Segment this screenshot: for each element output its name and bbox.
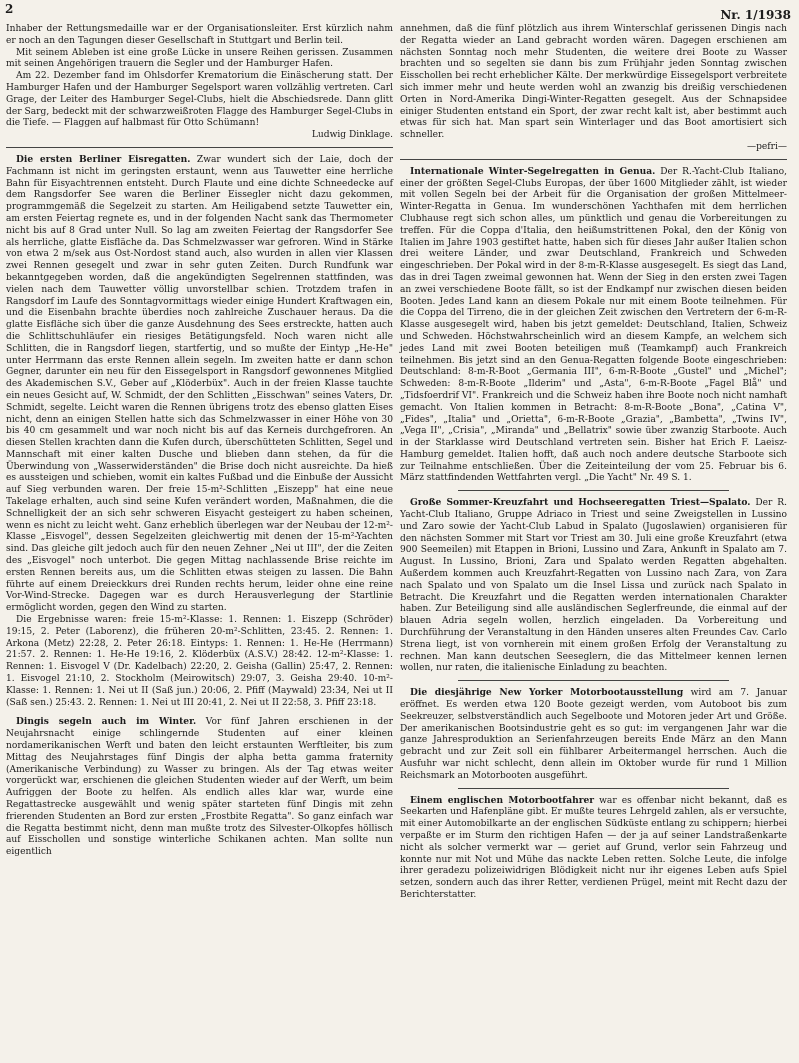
article-text: Zwar wundert sich der Laie, doch der Fachmann ist nicht im geringsten erstaunt, wenn aus Tauwetter eine herrliche Bahn für Eisyachtrennen entsteht. Durch Flaute und eine dichte Schneedecke auf dem Rangsdorfer See waren die Berliner Eissegler nicht dazu gekommen, programmgemäß die Segelzeit zu starten. Am Heiligabend setzte Tauwetter ein, am ersten Feiertag regnete es, und in der folgenden Nacht sank das Thermometer nicht bis auf 8 Grad unter Null. So lag am zweiten Feiertag der Rangsdorfer See als herrliche, glatte Eisfläche da. Das Schmelzwasser war gefroren. Wind in Stärke von etwa 2 m/sek aus Ost-Nordost stand auch, also wurden in allen vier Klassen zwei Rennen gesegelt und zwar in sehr guten Zeiten. Durch Rundfunk war bekanntgegeben worden, daß die angekündigten Segelrennen stattfinden, was vielen nach dem Tauwetter völlig unvorstellbar schien. Trotzdem trafen in Rangsdorf im Laufe des Sonntagvormittags wieder einige Hundert Kraftwagen ein, und die Eisenbahn brachte überdies noch zahlreiche Zuschauer heraus. Da die glatte Eisfläche sich über die ganze Ausdehnung des Sees erstreckte, hatten auch die Schlittschuhläufer ein riesiges Betätigungsfeld. Noch waren nicht alle Schlitten, die in Rangsdorf liegen, startfertig, und so mußte der Eintyp „He-He" unter Herrmann das erste Rennen allein segeln. Im zweiten hatte er dann schon Gegner, darunter ein neu für den Eissegelsport in Rangsdorf gewonnenes Mitglied des Akademischen S.V., Geber auf „Klöderbüx". Auch in der freien Klasse tauchte ein neues Gesicht auf, W. Schmidt, der den Schlitten „Eisschwan" seines Vaters, Dr. Schmidt, segelte. Leicht waren die Rennen übrigens trotz des ebenso glatten Eises nicht, denn an einigen Stellen hatte sich das Schmelzwasser in einer Höhe von 30 bis 40 cm gesammelt und war noch nicht bis auf das Kerneis durchgefroren. An diesen Stellen krachten dann die Kufen durch, überschütteten Schlitten, Segel und Mannschaft mit einer kalten Dusche und blieben dann stehen, da für die Überwindung von „Wasserwiderständen" die Brise doch nicht ausreichte. Da hieß es aussteigen und schieben, womit ein kaltes Fußbad und die Einbuße der Aussicht auf Sieg verbunden waren. Der freie 15-m²-Schlitten „Eiszepp" hat eine neue Takelage erhalten, auch sind seine Kufen verändert worden, Maßnahmen, die die Schnelligkeit der an sich sehr schweren Eisyacht gesteigert zu haben scheinen, wenn es nicht zu leicht weht. Ganz erheblich überlegen war der Neubau der 12-m²-Klasse „Eisvogel", dessen Segelzeiten gleichwertig mit denen der 15-m²-Yachten sind. Das gleiche gilt jedoch auch für den neuen Zehner „Nei ut III", der die Zeiten des „Eisvogel" noch unterbot. Die gegen Mittag nachlassende Brise reichte im ersten Rennen bereits aus, um die Schlitten etwas steigen zu lassen. Die Bahn führte auf einem Dreieckkurs drei Runden rechts herum, leider ohne eine reine Vor-Wind-Strecke. Dagegen war es durch Herausverlegung der Startlinie ermöglicht worden, gegen den Wind zu starten.	[6, 154, 393, 614]
section-divider	[400, 159, 787, 160]
article-paragraph	[400, 687, 787, 782]
article-text: Die Ergebnisse waren: freie 15-m²-Klasse: 1. Rennen: 1. Eiszepp (Schröder) 19:15, 2. Peter (Laborenz), die früheren 20-m²-Schlitten, 23:45. 2. Rennen: 1. Arkona (Metz) 22:28, 2. Peter 26:18. Eintyps: 1. Rennen: 1. He-He (Herrmann) 21:57. 2. Rennen: 1. He-He 19:16, 2. Klöderbüx (A.S.V.) 28:42. 12-m²-Klasse: 1. Rennen: 1. Eisvogel V (Dr. Kadelbach) 22:20, 2. Geisha (Gallin) 25:47, 2. Rennen: 1. Eisvogel 21:10, 2. Stockholm (Meirowitsch) 29:07, 3. Geisha 29:40. 10-m²-Klasse: 1. Rennen: 1. Nei ut II (Saß jun.) 20:06, 2. Pfiff (Maywald) 23:34, Nei ut II (Saß sen.) 25:43. 2. Rennen: 1. Nei ut III 20:41, 2. Nei ut II 22:58, 3. Pfiff 23:18.	[6, 615, 393, 708]
right-column	[400, 24, 787, 902]
left-column	[6, 24, 393, 859]
article-heading: Große Sommer-Kreuzfahrt und Hochseeregatten Triest—Spalato.	[410, 497, 751, 509]
article-heading: Dingis segeln auch im Winter.	[16, 716, 197, 728]
article-paragraph	[6, 716, 393, 859]
article-text: annehmen, daß die fünf plötzlich aus ihrem Winterschlaf gerissenen Dingis nach der Regatta wieder an Land gebracht worden wären. Dagegen erschienen am nächsten Sonntag noch mehr Studenten, die weitere drei Boote zu Wasser brachten und so segelten sie dann bis zum Frühjahr jeden Sonntag zwischen Eisschollen bei recht erheblicher Kälte. Der merkwürdige Eissegelsport verbreitete sich immer mehr und heute werden wohl an zwanzig bis dreißig verschiedenen Orten in Nord-Amerika Dingi-Winter-Regatten gesegelt. Aus der Schnapsidee einiger Studenten entstand ein Sport, der zwar recht kalt ist, aber bestimmt auch etwas für sich hat. Man spart sein Winterlager und das Boot amortisiert sich schneller.	[400, 24, 787, 141]
article-paragraph	[400, 24, 787, 142]
article-text: war es offenbar nicht bekannt, daß es Seekarten und Hafenpläne gibt. Er mußte teures Lehrgeld zahlen, als er versuchte, mit einer Automobilkarte an der englischen Südküste entlang zu schippern; hierbei verpaßte er im Sturm den richtigen Hafen — der ja auf seiner Landstraßenkarte nicht als solcher vermerkt war — geriet auf Grund, verlor sein Fahrzeug und konnte nur mit Not und Mühe das nackte Leben retten. Solche Leute, die infolge ihrer geradezu polizeiwidrigen Blödigkeit nicht nur ihr eigenes Leben aufs Spiel setzen, sondern auch das ihrer Retter, verdienen Prügel, meint mit Recht dazu der Berichterstatter.	[400, 795, 787, 900]
author-signature: Ludwig Dinklage.	[311, 130, 393, 141]
article-paragraph	[400, 166, 787, 486]
article-paragraph	[6, 154, 393, 615]
article-heading: Einem englischen Motorbootfahrer	[410, 794, 595, 806]
article-text: Mit seinem Ableben ist eine große Lücke in unsere Reihen gerissen. Zusammen mit seinen Angehörigen trauern die Segler und der Hamburger Hafen.	[6, 47, 393, 70]
article-text: Inhaber der Rettungsmedaille war er der Organisationsleiter. Erst kürzlich nahm er noch an den Tagungen dieser Gesellschaft in Stuttgart und Berlin teil.	[6, 24, 393, 46]
author-signature: —pefri—	[746, 141, 787, 152]
article-paragraph	[6, 71, 393, 130]
article-paragraph	[6, 615, 393, 709]
article-text: Der R.-Yacht-Club Italiano, einer der größten Segel-Clubs Europas, der über 1600 Mitglieder zählt, ist wieder mit vollen Segeln bei der Arbeit für die Organisation der großen Mittelmeer-Winter-Regatta in Genua. Im wunderschönen Yachthafen mit dem herrlichen Clubhause regt sich schon alles, um pünktlich und genau die Vorbereitungen zu treffen. Für die Coppa d'Italia, den heißumstrittenen Pokal, den der König von Italien im Jahre 1903 gestiftet hatte, haben sich für dieses Jahr außer Italien schon drei weitere Länder, und zwar Deutschland, Frankreich und Schweden eingeschrieben. Der Pokal wird in der 8-m-R-Klasse ausgesegelt. Es siegt das Land, das in drei Tagen zweimal gewonnen hat. Wenn der Sieg in den ersten zwei Tagen an zwei verschiedene Boote fällt, so ist der Endkampf nur zwischen diesen beiden Booten. Jedes Land kann an diesem Pokale nur mit einem Boote teilnehmen. Für die Coppa del Tirreno, die in der gleichen Zeit zwischen den Vertretern der 6-m-R-Klasse ausgesegelt wird, haben bis jetzt gemeldet: Deutschland, Italien, Schweiz und Schweden. Höchstwahrscheinlich wird an diesem Kampfe, an welchem sich jedes Land mit zwei Booten beteiligen muß (Teamkampf) auch Frankreich teilnehmen. Bis jetzt sind an den Genua-Regatten folgende Boote eingeschrieben: Deutschland: 8-m-R-Boot „Germania III", 6-m-R-Boote „Gustel" und „Michel"; Schweden: 8-m-R-Boote „Ilderim" und „Asta", 6-m-R-Boote „Fagel Blå" und „Tidsfoerdrif VI". Frankreich und die Schweiz haben ihre Boote noch nicht namhaft gemacht. Von Italien kommen in Betracht: 8-m-R-Boote „Bona", „Catina V", „Fides", „Italia" und „Orietta", 6-m-R-Boote „Grazia", „Bambetta", „Twins IV", „Vega II", „Crisia", „Miranda" und „Bellatrix" sowie über zwanzig Starboote. Auch in der Starklasse wird Deutschland vertreten sein. Bisher hat Erich F. Laeisz-Hamburg gemeldet. Italien hofft, daß auch noch andere deutsche Starboote sich zur Teilnahme entschließen. Über die Zeiteinteilung der vom 25. Februar bis 6. März stattfindenden Wettfahrten vergl. „Die Yacht" Nr. 49 S. 1.	[400, 166, 787, 484]
article-paragraph	[400, 795, 787, 902]
article-paragraph	[6, 24, 393, 48]
spacer	[6, 709, 393, 716]
article-paragraph	[6, 48, 393, 72]
page-number: 2	[5, 2, 14, 16]
article-text: Der R. Yacht-Club Italiano, Gruppe Adriaco in Triest und seine Zweigstellen in Lussino und Zaro sowie der Yacht-Club Labud in Spalato (Jugoslawien) organisieren für den nächsten Sommer mit Start vor Triest am 30. Juli eine große Kreuzfahrt (etwa 900 Seemeilen) mit Etappen in Brioni, Lussino und Zara, Ankunft in Spalato am 7. August. In Lussino, Brioni, Zara und Spalato werden Regatten abgehalten. Außerdem kommen auch Kreuzfahrt-Regatten von Lussino nach Zara, von Zara nach Spalato und von Spalato um die Insel Lissa und zurück nach Spalato in Betracht. Die Kreuzfahrt und die Regatten werden internationalen Charakter haben. Zur Beteiligung sind alle ausländischen Seglerfreunde, die einmal auf der blauen Adria segeln wollen, herzlich eingeladen. Da Vorbereitung und Durchführung der Veranstaltung in den Händen unseres alten Freundes Cav. Carlo Strena liegt, ist von vornherein mit einem großen Erfolg der Veranstaltung zu rechnen. Man kann deutschen Seeseglern, die das Mittelmeer kennen lernen wollen, nur raten, die italienische Einladung zu beachten.	[400, 498, 787, 674]
issue-number: Nr. 1/1938	[720, 8, 791, 22]
section-divider	[6, 147, 393, 148]
section-divider	[458, 680, 729, 681]
section-divider	[458, 490, 729, 491]
article-text: Am 22. Dezember fand im Ohlsdorfer Krematorium die Einäscherung statt. Der Hamburger Hafen und der Hamburger Segelsport waren vollzählig vertreten. Carl Grage, der Leiter des Hamburger Segel-Clubs, hielt die Abschiedsrede. Dann glitt der Sarg, bedeckt mit der schwarzweißroten Flagge des Hamburger Segel-Clubs in die Tiefe. — Flaggen auf halbmast für Otto Schümann!	[6, 71, 393, 129]
article-text: wird am 7. Januar eröffnet. Es werden etwa 120 Boote gezeigt werden, vom Autoboot bis zum Seekreuzer, selbstverständlich auch Segelboote und Motoren jeder Art und Größe. Der amerikanischen Bootsindustrie geht es so gut: im vergangenen Jahr war die ganze Jahresproduktion an Serienfahrzeugen bereits Ende März an den Mann gebracht und zur Zeit soll ein fühlbarer Arbeitermangel herrschen. Auch die Ausfuhr war nicht schlecht, denn allein im Oktober wurde für rund 1 Million Reichsmark an Motorbooten ausgeführt.	[400, 688, 787, 781]
article-paragraph	[400, 497, 787, 675]
article-heading: Internationale Winter-Segelregatten in Genua.	[410, 165, 656, 177]
section-divider	[458, 788, 729, 789]
article-heading: Die diesjährige New Yorker Motorbootausstellung	[410, 687, 684, 699]
article-text: Vor fünf Jahren erschienen in der Neujahrsnacht einige schlingernde Studenten auf einer kleinen nordamerikanischen Werft und baten den leicht erstaunten Werftleiter, bis zum Mittag des Neujahrstages fünf Dingis der alpha betta gamma fraternity (Amerikanische Verbindung) zu Wasser zu bringen. Als der Tag etwas weiter vorgerückt war, erschienen die gleichen Studenten wieder auf der Werft, um beim Aufriggen der Boote zu helfen. Als endlich alles klar war, wurde eine Regattastrecke ausgewählt und wenig später starteten fünf Dingis mit zehn frierenden Studenten an Bord zur ersten „Frostbite Regatta". So ganz einfach war die Regatta bestimmt nicht, denn man mußte trotz des Silvester-Olkopfes höllisch auf Eisschollen und sonstige winterliche Schikanen achten. Man sollte nun eigentlich	[6, 717, 393, 858]
article-heading: Die ersten Berliner Eisregatten.	[16, 153, 191, 165]
